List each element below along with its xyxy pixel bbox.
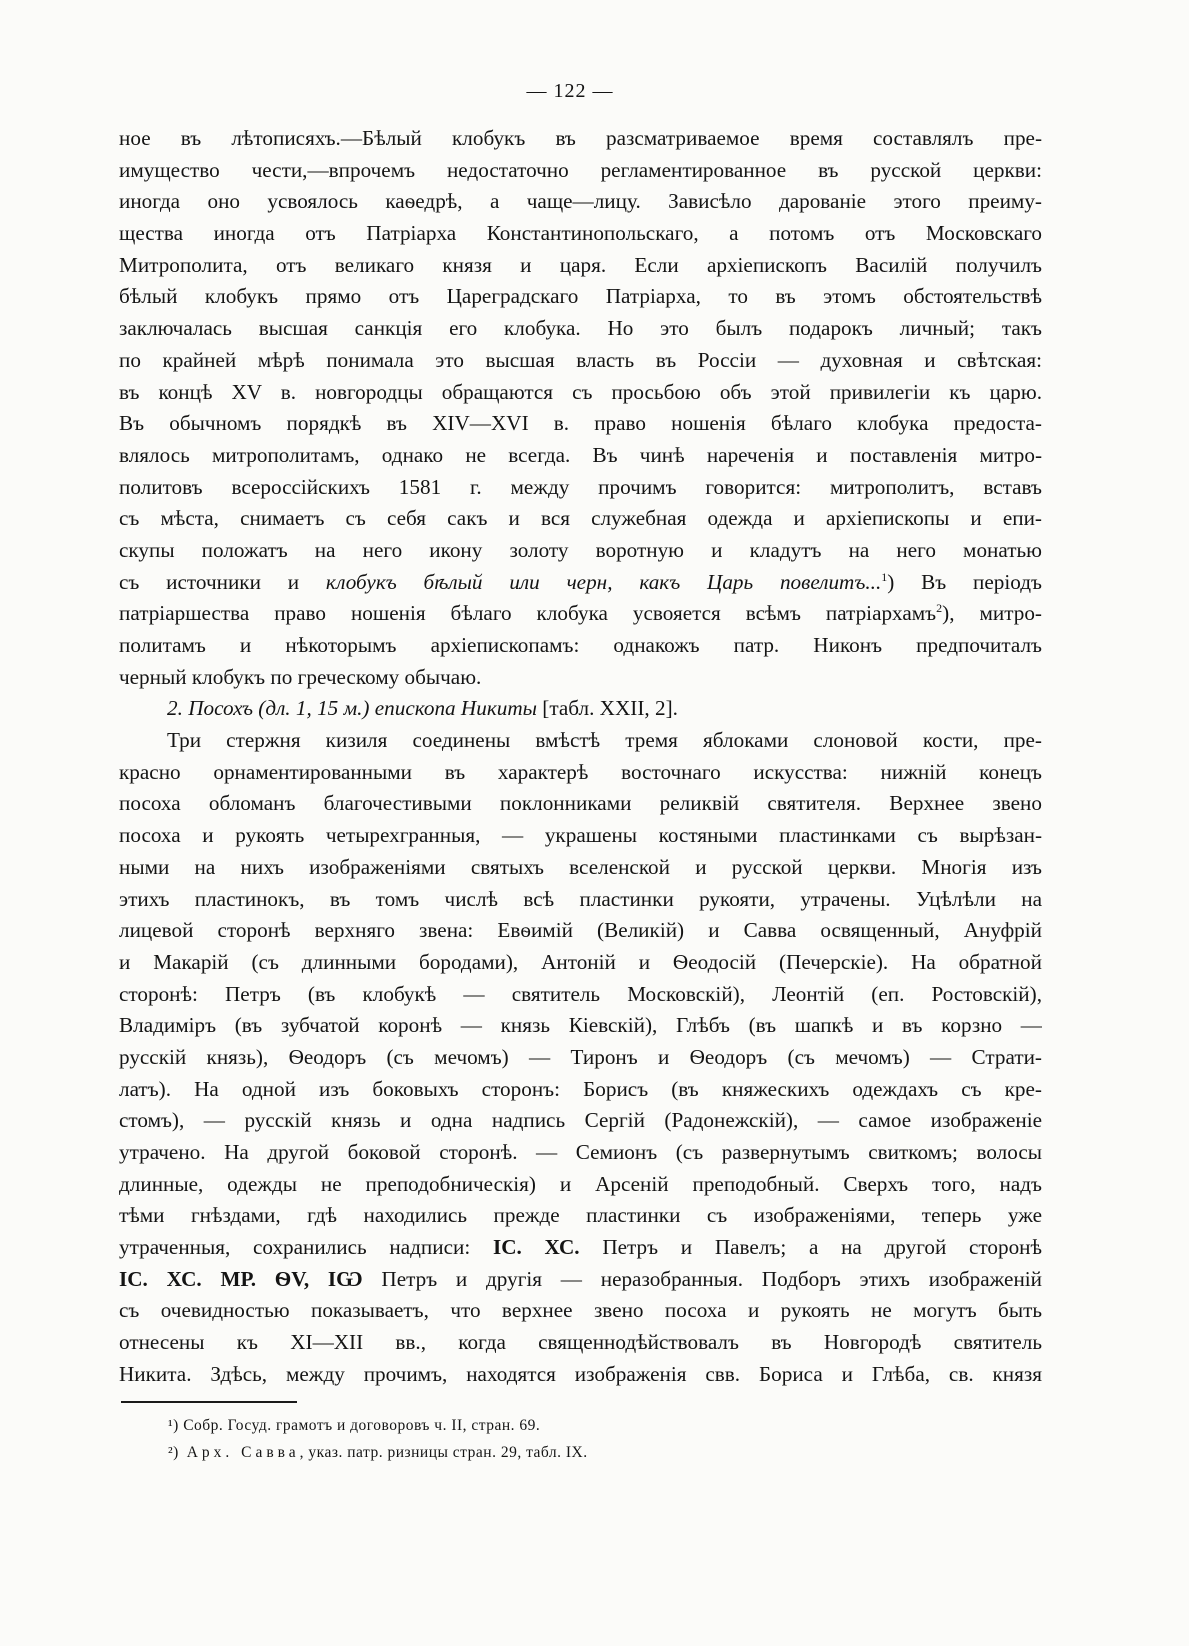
text-line-text: Никита. Здѣсь, между прочимъ, находятся изображенія свв. Бориса и Глѣба, св. князя	[119, 1361, 1042, 1386]
text-line-post: Петръ и Павелъ; а на другой сторонѣ	[579, 1235, 1042, 1260]
footnote-divider	[121, 1401, 297, 1403]
text-line-text: посоха обломанъ благочестивыми поклонниками реликвій святителя. Верхнее звено	[119, 791, 1042, 816]
footnote-item	[168, 1412, 588, 1439]
text-line	[119, 313, 1042, 345]
text-line	[119, 725, 1042, 757]
text-line	[119, 440, 1042, 472]
footnote-mark: ¹)	[168, 1417, 179, 1434]
text-line-post: [табл. XXII, 2].	[536, 696, 678, 721]
text-line-text: политовъ всероссійскихъ 1581 г. между прочимъ говорится: митрополитъ, вставъ	[119, 474, 1042, 499]
text-line-bold: ІС. ХС. МР. ѲV, ІѠ	[119, 1266, 363, 1291]
text-line-text: этихъ пластинокъ, въ томъ числѣ всѣ пластинки рукояти, утрачены. Уцѣлѣли на	[119, 886, 1042, 911]
text-line	[119, 567, 1042, 599]
text-line-text: щества иногда отъ Патріарха Константинопольскаго, а потомъ отъ Московскаго	[119, 221, 1042, 246]
text-line-text: по крайней мѣрѣ понимала это высшая власть въ Россіи — духовная и свѣтская:	[119, 347, 1042, 372]
text-line-post: ), митро-	[942, 601, 1042, 626]
text-line-text: влялось митрополитамъ, однако не всегда. Въ чинѣ нареченія и поставленія митро-	[119, 442, 1042, 467]
text-line-text: длинные, одежды не преподобническія) и Арсеній преподобный. Сверхъ того, надъ	[119, 1171, 1042, 1196]
text-line	[119, 1359, 1042, 1391]
text-line	[119, 693, 1042, 725]
text-line	[119, 1010, 1042, 1042]
text-line	[119, 1105, 1042, 1137]
text-line	[119, 503, 1042, 535]
text-line-text: бѣлый клобукъ прямо отъ Цареградскаго Патріарха, то въ этомъ обстоятельствѣ	[119, 284, 1042, 309]
text-line-text: утрачено. На другой боковой сторонѣ. — Семионъ (съ развернутымъ свиткомъ; волосы	[119, 1140, 1042, 1164]
text-line	[119, 408, 1042, 440]
text-line-text: и Макарій (съ длинными бородами), Антоній и Ѳеодосій (Печерскіе). На обратной	[119, 949, 1042, 974]
text-line	[119, 788, 1042, 820]
text-line-pre: съ источники и	[119, 569, 326, 594]
text-line-text: съ мѣста, снимаетъ съ себя сакъ и вся служебная одежда и архіепископы и епи-	[119, 506, 1042, 531]
text-line-text: патріаршества право ношенія бѣлаго клобука усвояется всѣмъ патріархамъ	[119, 601, 937, 626]
footnote-author: Арх. Савва	[178, 1444, 300, 1461]
text-line-text: заключалась высшая санкція его клобука. Но это былъ подарокъ личный; такъ	[119, 316, 1042, 341]
text-line-text: ными на нихъ изображеніями святыхъ вселенской и русской церкви. Многія изъ	[119, 854, 1042, 879]
text-line	[119, 662, 1042, 694]
text-line-text: черный клобукъ по греческому обычаю.	[119, 664, 482, 689]
text-line-text: въ концѣ XV в. новгородцы обращаются съ просьбою объ этой привилегіи къ царю.	[119, 379, 1042, 404]
text-line	[119, 345, 1042, 377]
footnote-mark: ²)	[168, 1444, 179, 1461]
text-line	[119, 979, 1042, 1011]
text-line	[119, 598, 1042, 630]
text-line	[119, 1074, 1042, 1106]
footnotes	[168, 1412, 588, 1466]
footnote-text: , указ. патр. ризницы стран. 29, табл. IX.	[299, 1444, 588, 1461]
text-line	[119, 1232, 1042, 1264]
text-line-text: Владиміръ (въ зубчатой коронѣ — князь Кіевскій), Глѣбъ (въ шапкѣ и въ корзно —	[119, 1013, 1042, 1038]
text-line-sup: 1	[881, 569, 888, 584]
text-line	[119, 1327, 1042, 1359]
text-line	[119, 852, 1042, 884]
text-line-text: Митрополита, отъ великаго князя и царя. Если архіепископъ Василій получилъ	[119, 252, 1042, 277]
text-line-text: сторонѣ: Петръ (въ клобукѣ — святитель Московскій), Леонтій (еп. Ростовскій),	[119, 981, 1042, 1006]
text-line-bold: ІС. ХС.	[492, 1235, 580, 1260]
footnote-text: Собр. Госуд. грамотъ и договоровъ ч. II, стран. 69.	[178, 1417, 541, 1434]
text-line-text: скупы положатъ на него икону золоту воротную и кладутъ на него монатью	[119, 537, 1042, 562]
text-line	[119, 155, 1042, 187]
footnote-item	[168, 1439, 588, 1466]
text-line	[119, 218, 1042, 250]
text-line-text: латъ). На одной изъ боковыхъ сторонъ: Борисъ (въ княжескихъ одеждахъ съ кре-	[119, 1076, 1042, 1101]
text-line	[119, 1295, 1042, 1327]
text-line-post: ) Въ періодъ	[887, 569, 1042, 594]
text-line	[119, 472, 1042, 504]
text-line	[119, 915, 1042, 947]
text-line-italic: клобукъ бѣлый или черн, какъ Царь повелитъ...	[325, 569, 882, 594]
text-line-text: Въ обычномъ порядкѣ въ XIV—XVI в. право ношенія бѣлаго клобука предоста-	[119, 411, 1042, 436]
text-line	[119, 947, 1042, 979]
text-line	[119, 186, 1042, 218]
text-line	[119, 820, 1042, 852]
text-line	[119, 535, 1042, 567]
text-line	[119, 281, 1042, 313]
text-line-text: иногда оно усвоялось каѳедрѣ, а чаще—лицу. Зависѣло дарованіе этого преиму-	[119, 189, 1042, 214]
text-line-text: тѣми гнѣздами, гдѣ находились прежде пластинки съ изображеніями, теперь уже	[119, 1203, 1042, 1228]
text-line	[119, 123, 1042, 155]
text-line-text: съ очевидностью показываетъ, что верхнее звено посоха и рукоять не могутъ быть	[119, 1298, 1042, 1323]
text-line-text: политамъ и нѣкоторымъ архіепископамъ: однакожъ патр. Никонъ предпочиталъ	[119, 633, 1042, 657]
text-line	[119, 250, 1042, 282]
text-line	[119, 884, 1042, 916]
text-line-italic: 2. Посохъ (дл. 1, 15 м.) епископа Никиты	[167, 696, 537, 721]
text-line-text: ное въ лѣтописяхъ.—Бѣлый клобукъ въ разсматриваемое время составлялъ пре-	[119, 126, 1042, 150]
body-text	[119, 123, 1042, 1391]
text-line-text: Три стержня кизиля соединены вмѣстѣ тремя яблоками слоновой кости, пре-	[167, 728, 1042, 753]
text-line	[119, 1200, 1042, 1232]
text-line-text: посоха и рукоять четырехгранныя, — украшены костяными пластинками съ вырѣзан-	[119, 823, 1042, 848]
text-line-pre: утраченныя, сохранились надписи:	[119, 1235, 493, 1260]
text-line-text: русскій князь), Ѳеодоръ (съ мечомъ) — Тиронъ и Ѳеодоръ (съ мечомъ) — Страти-	[119, 1044, 1042, 1069]
text-line	[119, 757, 1042, 789]
text-line-sup: 2	[936, 601, 943, 616]
text-line	[119, 1264, 1042, 1296]
text-line	[119, 630, 1042, 662]
text-line-text: красно орнаментированными въ характерѣ восточнаго искусства: нижній конецъ	[119, 759, 1042, 784]
text-line	[119, 1169, 1042, 1201]
text-line	[119, 1042, 1042, 1074]
text-line	[119, 1137, 1042, 1169]
page-number: — 122 —	[526, 80, 614, 102]
text-line-text: стомъ), — русскій князь и одна надпись Сергій (Радонежскій), — самое изображеніе	[119, 1108, 1042, 1133]
text-line-text: имущество чести,—впрочемъ недостаточно регламентированное въ русской церкви:	[119, 157, 1042, 182]
text-line-text: отнесены къ XI—XII вв., когда священнодѣйствовалъ въ Новгородѣ святитель	[119, 1330, 1042, 1355]
text-line-post: Петръ и другія — неразобранныя. Подборъ этихъ изображеній	[362, 1266, 1042, 1291]
text-line-text: лицевой сторонѣ верхняго звена: Евѳимій (Великій) и Савва освященный, Ануфрій	[119, 918, 1042, 943]
text-line	[119, 377, 1042, 409]
